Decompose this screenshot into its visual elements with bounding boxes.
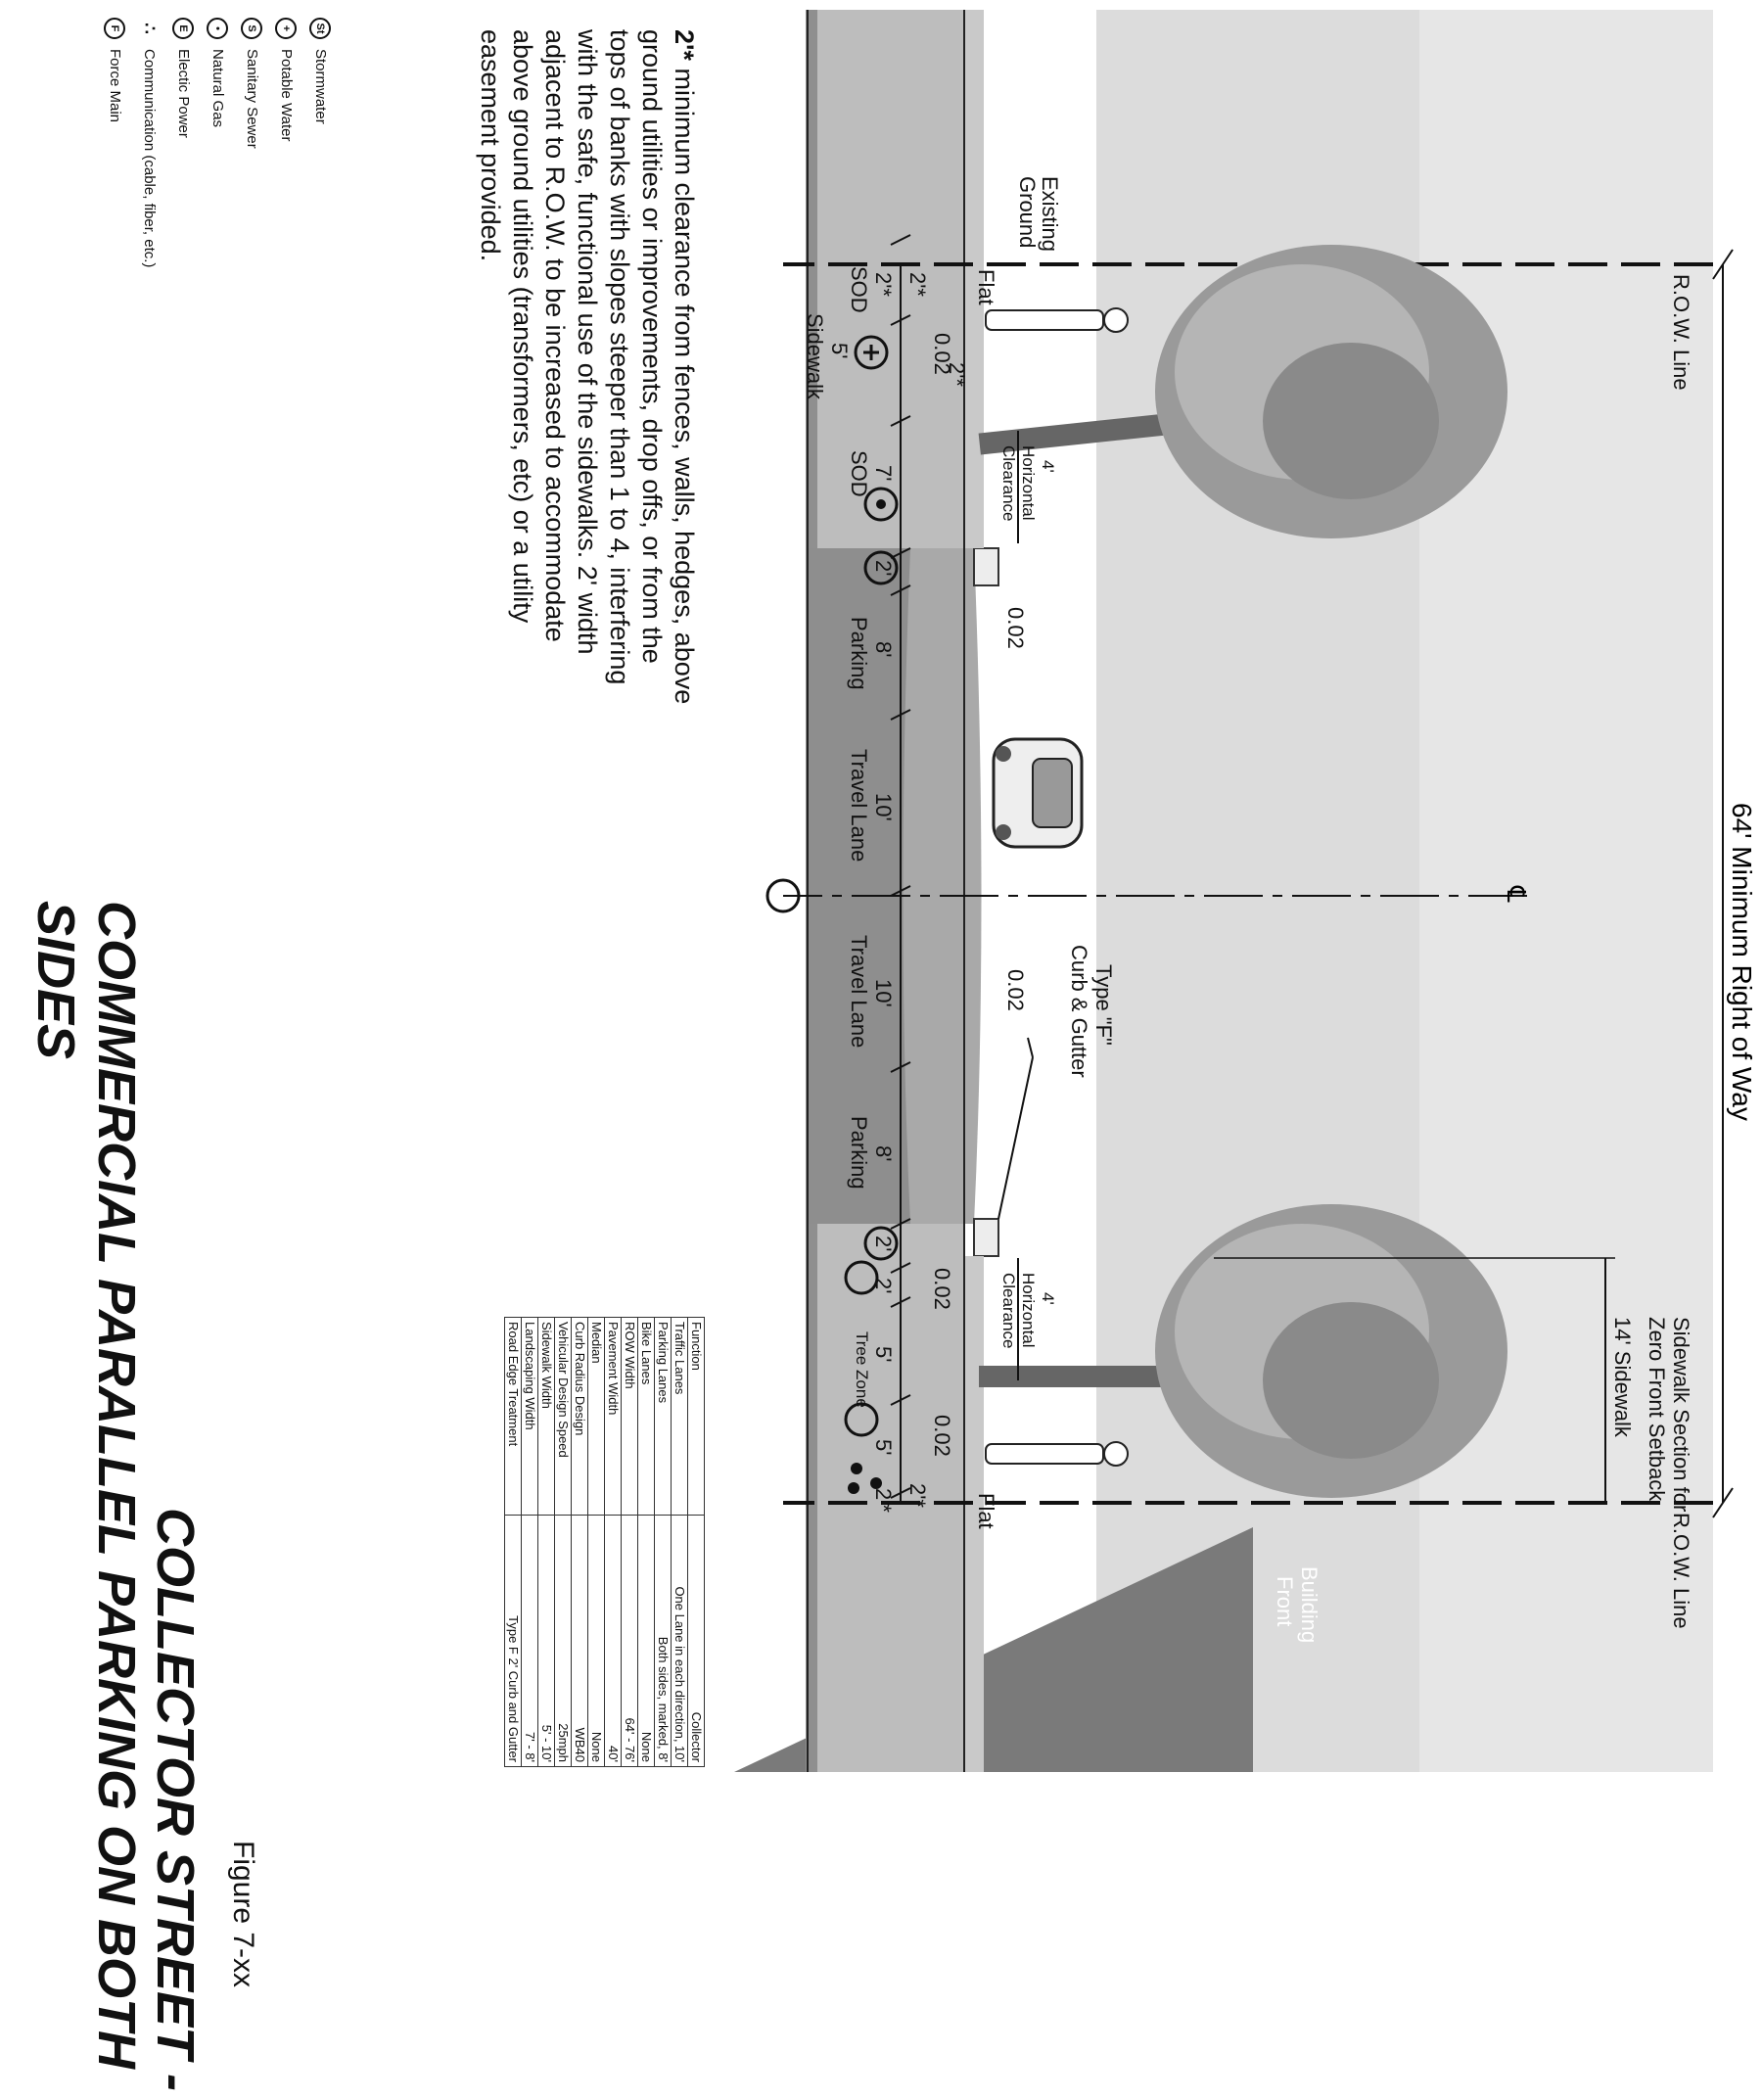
legend-label: Communication (cable, fiber, etc.): [141, 49, 158, 268]
table-value: One Lane in each direction, 10': [672, 1515, 688, 1766]
slope-4: 0.02: [930, 1268, 954, 1310]
building-front-label-2: Front: [1273, 1576, 1297, 1627]
existing-ground-label-2: Ground: [1015, 176, 1040, 249]
table-value: 7' - 8': [522, 1515, 538, 1766]
horiz-clearance-right-1: 4': [1039, 1292, 1057, 1305]
legend-label: Sanitary Sewer: [244, 49, 260, 149]
left-curb: [974, 548, 998, 585]
seg-left-1-label: Sidewalk: [803, 313, 827, 400]
row-line-left-label: R.O.W. Line: [1669, 274, 1693, 391]
seg-right-5-dim: 5': [871, 1439, 896, 1456]
communication-icon: ∴: [140, 23, 160, 34]
seg-right-4-dim: 5': [871, 1346, 896, 1363]
figure-title-line-1: COLLECTOR STREET -: [146, 1508, 205, 2092]
legend-item: [303, 18, 338, 331]
street-criteria-table: [504, 1317, 705, 1767]
table-key: ROW Width: [622, 1318, 638, 1516]
curb-gutter-label-1: Type "F": [1091, 964, 1116, 1046]
figure-title-line-2: COMMERCIAL PARALLEL PARKING ON BOTH SIDES: [26, 901, 146, 2069]
table-value: None: [588, 1515, 605, 1766]
pedestrian-right: [986, 1442, 1128, 1466]
sidewalk-section-label-1: Sidewalk Section for: [1669, 1317, 1693, 1513]
table-key: Pavement Width: [605, 1318, 622, 1516]
table-value: 25mph: [555, 1515, 572, 1766]
seg-right-3-dim: 2': [871, 1278, 896, 1294]
seg-left-4-dim: 8': [871, 641, 896, 658]
row-width-label: 64' Minimum Right of Way: [1727, 803, 1757, 1121]
table-key: Sidewalk Width: [538, 1318, 555, 1516]
seg-right-6-dim: 2'*: [871, 1488, 896, 1513]
table-value: Collector: [688, 1515, 705, 1766]
potable-water-icon: +: [276, 18, 298, 39]
curb-gutter-label-2: Curb & Gutter: [1067, 945, 1091, 1078]
horiz-clearance-left-2: Horizontal: [1019, 445, 1038, 521]
horiz-clearance-right-2: Horizontal: [1019, 1273, 1038, 1348]
legend-label: Natural Gas: [209, 49, 226, 128]
legend-item: [166, 18, 201, 331]
horiz-clearance-right-3: Clearance: [999, 1273, 1018, 1349]
seg-left-2-dim: 7': [871, 465, 896, 482]
table-row: [688, 1318, 705, 1767]
table-row: [522, 1318, 538, 1767]
car: [994, 739, 1082, 847]
table-row: [638, 1318, 655, 1767]
slope-5: 0.02: [930, 1415, 954, 1457]
right-curb: [974, 1219, 998, 1256]
table-key: Curb Radius Design: [572, 1318, 588, 1516]
small-dim-3: 2'*: [905, 1483, 930, 1508]
sidewalk-14-label: 14' Sidewalk: [1610, 1317, 1635, 1437]
table-key: Median: [588, 1318, 605, 1516]
table-row: [572, 1318, 588, 1767]
table-key: Road Edge Treatment: [505, 1318, 522, 1516]
tree-left: [979, 245, 1507, 538]
seg-left-5-label: Travel Lane: [847, 749, 871, 863]
seg-left-1-dim: 5': [827, 343, 852, 359]
table-value: Both sides, marked, 8': [655, 1515, 672, 1766]
seg-right-1-label: Parking: [847, 1116, 871, 1190]
clearance-note-text: minimum clearance from fences, walls, hedges, above ground utilities or improvements, drop offs, or from the tops of banks with slopes steeper than 1 to 4, interfering with the safe, functional use of the sidewalks. 2' width adjacent to R.O.W. to be increased to accommodate above ground utilities (transformers, etc) or a utility easement provided.: [476, 29, 699, 705]
legend-item: [201, 18, 235, 331]
clearance-note: [474, 29, 700, 715]
table-key: Function: [688, 1318, 705, 1516]
legend-item: [235, 18, 269, 331]
table-value: None: [638, 1515, 655, 1766]
legend-item: [98, 18, 132, 331]
table-key: Vehicular Design Speed: [555, 1318, 572, 1516]
sidewalk-section-label-2: Zero Front Setback: [1645, 1317, 1669, 1502]
pedestrian-left: [986, 308, 1128, 332]
seg-left-0-dim: 2'*: [871, 272, 896, 297]
table-value: 64' - 76': [622, 1515, 638, 1766]
legend-label: Potable Water: [278, 49, 295, 142]
row-line-right-label: R.O.W. Line: [1669, 1513, 1693, 1629]
table-key: Parking Lanes: [655, 1318, 672, 1516]
seg-left-2-label: SOD: [847, 450, 871, 497]
flat-left-label: Flat: [974, 269, 998, 305]
seg-left-3-dim: 2': [871, 560, 896, 577]
legend-item: [269, 18, 303, 331]
seg-right-0-label: Travel Lane: [847, 935, 871, 1049]
stormwater-icon: St: [310, 18, 332, 39]
seg-right-4-label: Tree Zone: [853, 1331, 871, 1408]
flat-right-label: Flat: [974, 1493, 998, 1529]
building-front-label-1: Building: [1297, 1566, 1322, 1644]
horiz-clearance-left-3: Clearance: [999, 445, 1018, 522]
table-value: WB40: [572, 1515, 588, 1766]
table-key: Bike Lanes: [638, 1318, 655, 1516]
utility-legend: [98, 18, 338, 331]
slope-2: 0.02: [1003, 607, 1028, 649]
horiz-clearance-left-1: 4': [1039, 460, 1057, 473]
figure-label: Figure 7-xx: [227, 1841, 259, 1988]
seg-right-0-dim: 10': [871, 979, 896, 1007]
table-row: [655, 1318, 672, 1767]
table-value: 40': [605, 1515, 622, 1766]
legend-label: Electic Power: [175, 49, 192, 138]
small-dim-1: 2'*: [905, 272, 930, 297]
table-row: [555, 1318, 572, 1767]
seg-left-4-label: Parking: [847, 617, 871, 690]
force-main-icon: F: [105, 18, 126, 39]
seg-left-1-top: SOD: [847, 266, 871, 313]
table-row: [672, 1318, 688, 1767]
table-row: [538, 1318, 555, 1767]
table-row: [605, 1318, 622, 1767]
seg-right-1-dim: 8': [871, 1145, 896, 1162]
table-row: [588, 1318, 605, 1767]
natural-gas-icon: •: [208, 18, 229, 39]
small-dim-2: 2'*: [945, 362, 969, 387]
legend-item: [132, 18, 166, 331]
seg-left-5-dim: 10': [871, 793, 896, 821]
clearance-note-star: 2'*: [670, 29, 699, 61]
electric-power-icon: E: [173, 18, 195, 39]
table-key: Traffic Lanes: [672, 1318, 688, 1516]
sanitary-sewer-icon: S: [242, 18, 263, 39]
slope-1: 0.02: [930, 333, 954, 375]
table-value: Type F 2' Curb and Gutter: [505, 1515, 522, 1766]
seg-right-2-dim: 2': [871, 1236, 896, 1252]
table-row: [622, 1318, 638, 1767]
legend-label: Force Main: [107, 49, 123, 123]
centerline-label: ℄: [1502, 886, 1531, 903]
legend-label: Stormwater: [312, 49, 329, 124]
table-key: Landscaping Width: [522, 1318, 538, 1516]
table-row: [505, 1318, 522, 1767]
existing-ground-label-1: Existing: [1038, 176, 1062, 253]
table-value: 5' - 10': [538, 1515, 555, 1766]
slope-3: 0.02: [1003, 969, 1028, 1011]
